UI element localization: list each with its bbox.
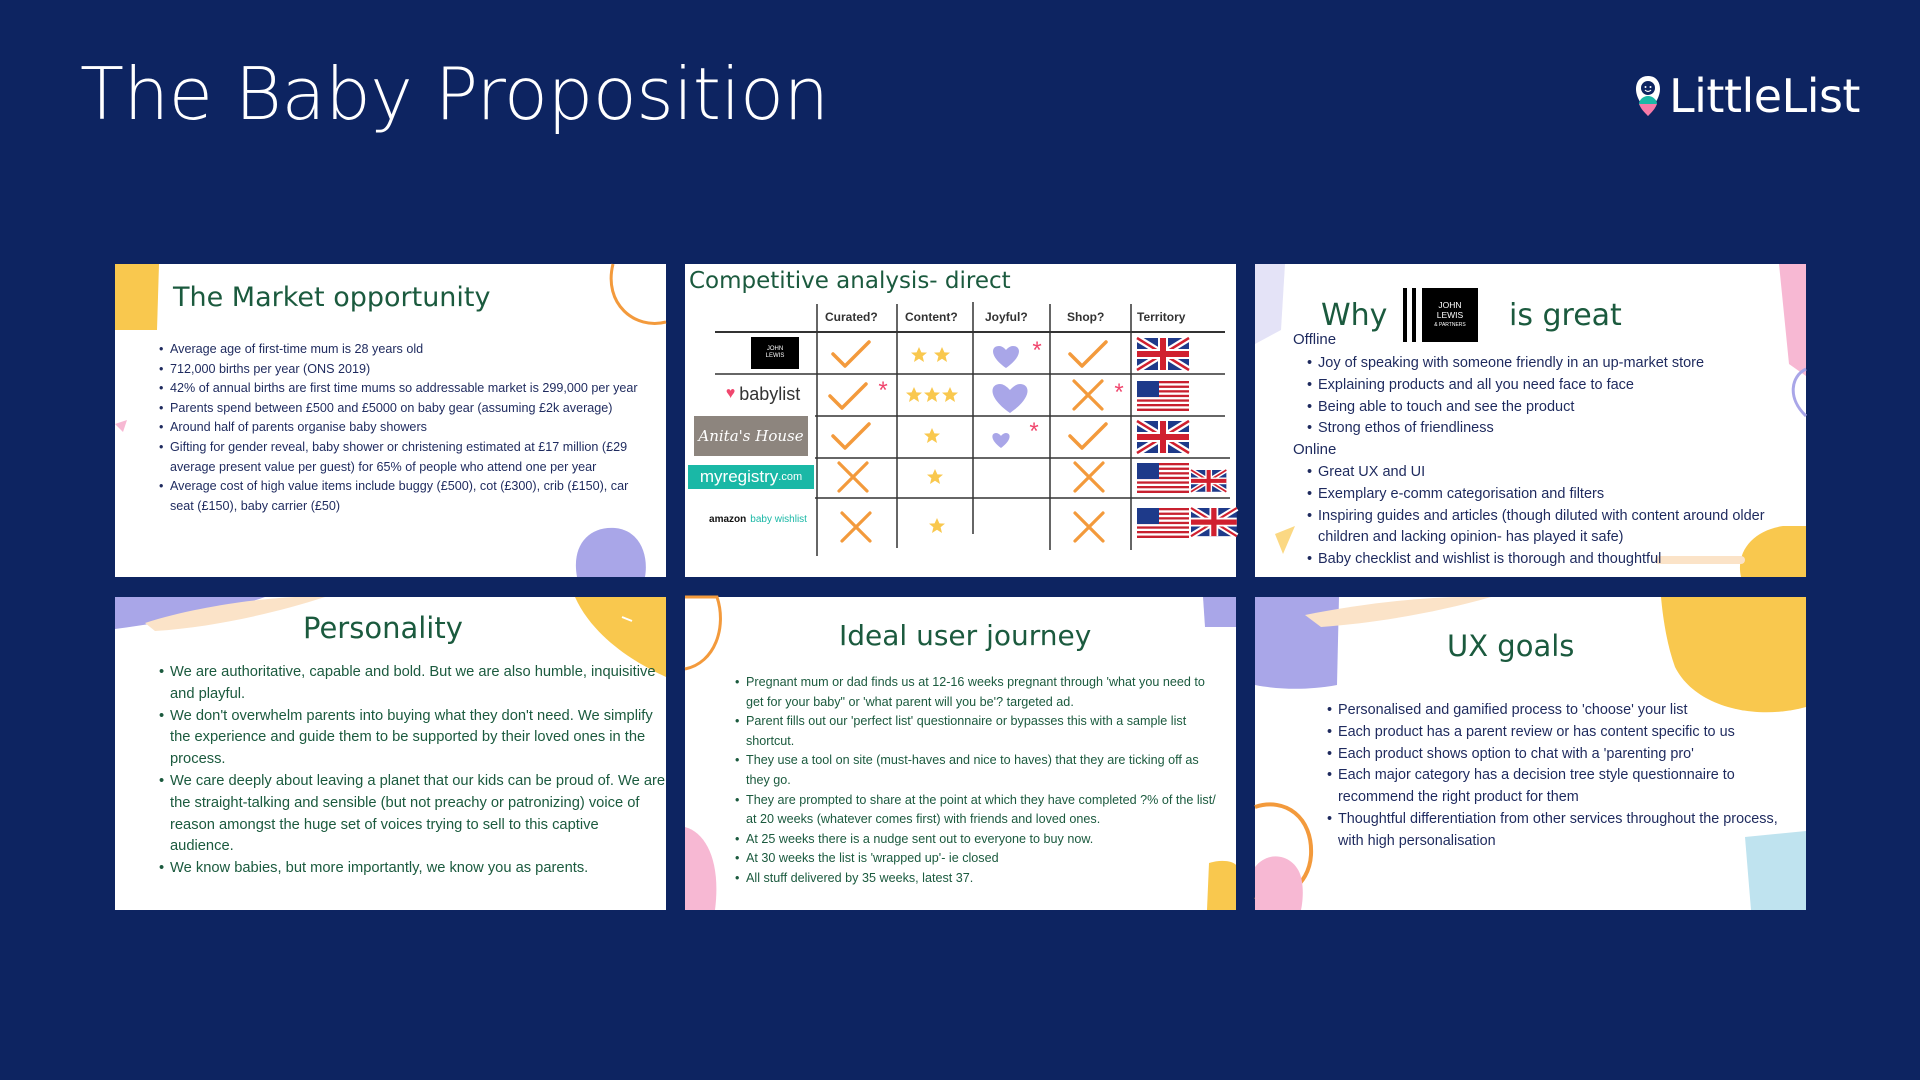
market-bullet-list <box>159 340 649 516</box>
ux-title: UX goals <box>1447 629 1575 663</box>
list-item: • Parents spend between £500 and £5000 on baby gear (assuming £2k average) <box>159 399 649 419</box>
list-item: • Average age of first-time mum is 28 years old <box>159 340 649 360</box>
card-personality[interactable] <box>115 597 666 910</box>
slide-title: The Baby Proposition <box>80 52 829 136</box>
brand-logo[interactable] <box>1635 68 1860 124</box>
jl-line1: JOHN <box>766 346 784 352</box>
personality-title: Personality <box>303 611 463 645</box>
card-competitive-analysis[interactable] <box>680 243 1236 577</box>
list-item: • Personalised and gamified process to 'choose' your list <box>1327 700 1787 722</box>
jl-stripe <box>1412 288 1416 342</box>
list-item: • 712,000 births per year (ONS 2019) <box>159 360 649 380</box>
list-item: • Baby checklist and wishlist is thorough and thoughtful <box>1307 549 1787 571</box>
ux-list <box>1327 700 1787 853</box>
comparison-marks: * <box>685 264 1236 577</box>
list-item: • Explaining products and all you need face to face <box>1307 375 1787 397</box>
jl-line2: LEWIS <box>1436 310 1464 320</box>
jl-block <box>1422 288 1478 342</box>
header-content: Content? <box>905 310 958 324</box>
babylist-wordmark: babylist <box>739 383 801 404</box>
list-item: • Joy of speaking with someone friendly in an up-market store <box>1307 353 1787 375</box>
amazon-wordmark: amazon <box>709 513 747 525</box>
heart-icon <box>992 384 1027 413</box>
journey-list <box>735 673 1223 889</box>
card-market-opportunity[interactable] <box>115 264 666 577</box>
john-lewis-partners-logo <box>1403 288 1489 342</box>
list-item: • Parent fills out our 'perfect list' questionnaire or bypasses this with a sample list shortcut. <box>735 712 1223 751</box>
list-item: • Average cost of high value items include buggy (£500), cot (£300), crib (£150), car seat (£150), baby carrier (£50) <box>159 477 649 516</box>
myregistry-suffix: .com <box>778 471 803 483</box>
myregistry-wordmark: myregistry <box>699 467 779 486</box>
heart-icon: ♥ <box>725 385 736 402</box>
baby-logo-icon <box>1635 74 1661 118</box>
header-territory: Territory <box>1137 310 1186 324</box>
list-item: • Exemplary e-comm categorisation and filters <box>1307 484 1787 506</box>
header-joyful: Joyful? <box>985 310 1028 324</box>
list-item: • They use a tool on site (must-haves and nice to haves) that they are ticking off as they go. <box>735 751 1223 790</box>
brand-name: LittleList <box>1669 69 1860 123</box>
list-item: • Thoughtful differentiation from other services throughout the process, with high personalisation <box>1327 809 1787 853</box>
list-item: • All stuff delivered by 35 weeks, latest 37. <box>735 869 1223 889</box>
personality-list <box>159 662 666 880</box>
card-why-john-lewis[interactable] <box>1255 264 1806 577</box>
list-item: • They are prompted to share at the point at which they have completed ?% of the list/ at 20 weeks (whatever comes first) with friends and loved ones. <box>735 791 1223 830</box>
why-title-b: is great <box>1509 298 1622 333</box>
list-item: • Each product shows option to chat with a 'parenting pro' <box>1327 744 1787 766</box>
why-title-a: Why <box>1321 298 1388 333</box>
list-item: • We don't overwhelm parents into buying what they don't need. We simplify the experience and guide them to be supported by their loved ones in the process. <box>159 706 666 771</box>
card-ux-goals[interactable] <box>1255 597 1806 910</box>
jl-line2: LEWIS <box>765 353 785 359</box>
offline-label: Offline <box>1293 331 1337 348</box>
list-item: • Strong ethos of friendliness <box>1307 418 1787 440</box>
list-item: • We know babies, but more importantly, we know you as parents. <box>159 858 666 880</box>
competitive-title: Competitive analysis- direct <box>689 268 1011 294</box>
list-item: • We are authoritative, capable and bold. But we are also humble, inquisitive and playful. <box>159 662 666 706</box>
heart-icon <box>993 346 1019 368</box>
list-item: • Inspiring guides and articles (though diluted with content around older children and lacking opinion- has played it safe) <box>1307 506 1787 550</box>
list-item: • Each major category has a decision tree style questionnaire to recommend the right product for them <box>1327 765 1787 809</box>
list-item: • Great UX and UI <box>1307 462 1787 484</box>
online-label: Online <box>1293 441 1337 458</box>
list-item: • We care deeply about leaving a planet that our kids can be proud of. We are the straight-talking and sensible (but not preachy or patronizing) voice of reason amongst the huge set of voices trying to sell to this captive audience. <box>159 771 666 858</box>
card-ideal-user-journey[interactable] <box>685 597 1236 910</box>
list-item: • At 30 weeks the list is 'wrapped up'- ie closed <box>735 849 1223 869</box>
jl-line3: & PARTNERS <box>1434 322 1466 328</box>
list-item: • Around half of parents organise baby showers <box>159 418 649 438</box>
list-item: • 42% of annual births are first time mums so addressable market is 299,000 per year <box>159 379 649 399</box>
jl-stripe <box>1403 288 1407 342</box>
list-item: • Each product has a parent review or has content specific to us <box>1327 722 1787 744</box>
journey-title: Ideal user journey <box>839 619 1092 652</box>
jl-line1: JOHN <box>1438 300 1462 310</box>
anitas-wordmark: Anita's House <box>698 427 804 445</box>
online-list <box>1307 462 1787 571</box>
baby-wishlist-wordmark: baby wishlist <box>750 513 807 525</box>
list-item: • At 25 weeks there is a nudge sent out to everyone to buy now. <box>735 830 1223 850</box>
list-item: • Gifting for gender reveal, baby shower or christening estimated at £17 million (£29 average present value per guest) for 65% of people who attend one per year <box>159 438 649 477</box>
heart-icon <box>992 433 1009 448</box>
list-item: • Being able to touch and see the product <box>1307 397 1787 419</box>
market-title: The Market opportunity <box>173 282 491 313</box>
list-item: • Pregnant mum or dad finds us at 12-16 weeks pregnant through 'what you need to get for your baby" or 'what parent will you be'? targeted ad. <box>735 673 1223 712</box>
header-shop: Shop? <box>1067 310 1105 324</box>
header-curated: Curated? <box>825 310 878 324</box>
offline-list <box>1307 353 1787 440</box>
